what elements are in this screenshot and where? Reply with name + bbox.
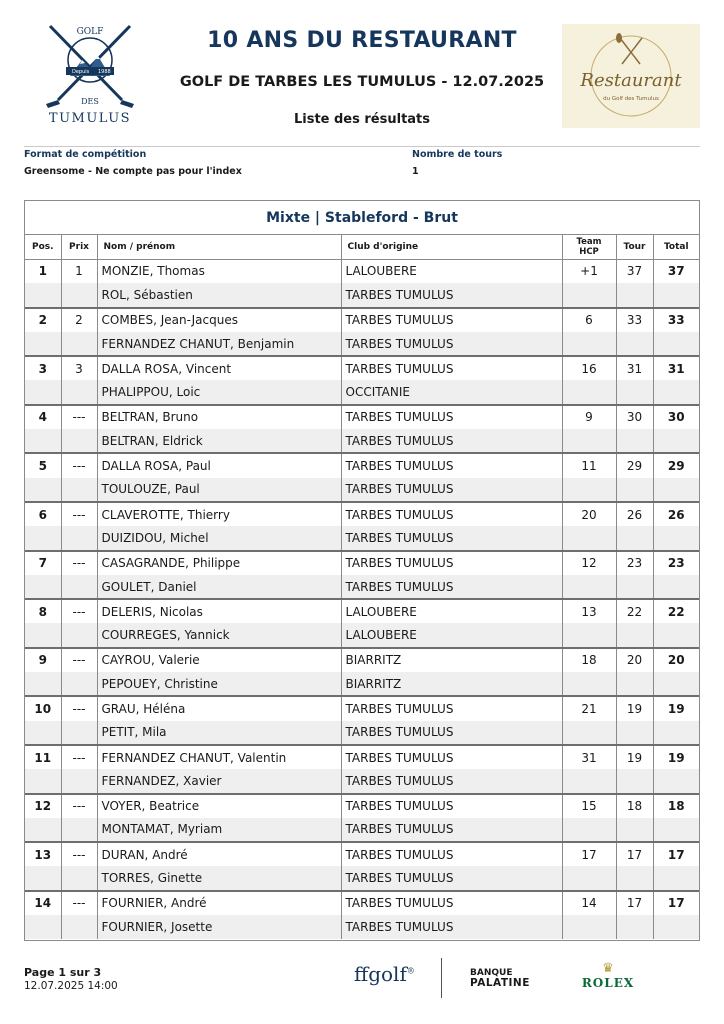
table-row (25, 866, 699, 890)
player-name-cell: FERNANDEZ CHANUT, Valentin (97, 745, 341, 769)
prize-cell (61, 672, 97, 696)
total-score-cell (653, 283, 699, 307)
player-name-cell: PETIT, Mila (97, 721, 341, 745)
prize-cell: --- (61, 794, 97, 818)
total-score-cell (653, 623, 699, 647)
position-cell: 9 (25, 648, 61, 672)
results-category-title: Mixte | Stableford - Brut (25, 201, 699, 235)
team-hcp-cell: 14 (562, 891, 616, 915)
position-cell (25, 526, 61, 550)
prize-cell (61, 478, 97, 502)
total-score-cell (653, 721, 699, 745)
player-name-cell: FERNANDEZ, Xavier (97, 769, 341, 793)
club-cell: TARBES TUMULUS (341, 429, 562, 453)
total-score-cell (653, 818, 699, 842)
position-cell (25, 283, 61, 307)
prize-cell (61, 915, 97, 939)
prize-cell (61, 526, 97, 550)
table-row (25, 526, 699, 550)
club-cell: TARBES TUMULUS (341, 769, 562, 793)
results-table-body (25, 259, 699, 939)
club-cell: TARBES TUMULUS (341, 915, 562, 939)
table-row (25, 696, 699, 720)
player-name-cell: DUIZIDOU, Michel (97, 526, 341, 550)
team-hcp-cell (562, 866, 616, 890)
table-row (25, 502, 699, 526)
tour-score-cell (616, 380, 653, 404)
table-row (25, 380, 699, 404)
tour-score-cell (616, 866, 653, 890)
total-score-cell: 17 (653, 891, 699, 915)
team-hcp-cell: 6 (562, 308, 616, 332)
tour-score-cell (616, 526, 653, 550)
player-name-cell: DELERIS, Nicolas (97, 599, 341, 623)
club-cell: BIARRITZ (341, 672, 562, 696)
team-hcp-cell (562, 380, 616, 404)
table-row (25, 429, 699, 453)
svg-text:du Golf des Tumulus: du Golf des Tumulus (603, 96, 659, 102)
club-cell: TARBES TUMULUS (341, 551, 562, 575)
position-cell: 11 (25, 745, 61, 769)
column-header-nom: Nom / prénom (97, 235, 341, 259)
club-cell: TARBES TUMULUS (341, 478, 562, 502)
position-cell: 6 (25, 502, 61, 526)
player-name-cell: DURAN, André (97, 842, 341, 866)
club-cell: TARBES TUMULUS (341, 356, 562, 380)
prize-cell (61, 429, 97, 453)
position-cell (25, 818, 61, 842)
position-cell: 13 (25, 842, 61, 866)
tour-score-cell: 26 (616, 502, 653, 526)
prize-cell: --- (61, 551, 97, 575)
prize-cell: --- (61, 891, 97, 915)
page-title: 10 ANS DU RESTAURANT (207, 28, 517, 53)
tour-score-cell (616, 429, 653, 453)
club-cell: TARBES TUMULUS (341, 308, 562, 332)
total-score-cell: 30 (653, 405, 699, 429)
prize-cell (61, 623, 97, 647)
club-cell: TARBES TUMULUS (341, 891, 562, 915)
team-hcp-cell (562, 478, 616, 502)
total-score-cell: 19 (653, 696, 699, 720)
club-cell: TARBES TUMULUS (341, 283, 562, 307)
team-hcp-cell: 11 (562, 453, 616, 477)
tour-score-cell: 33 (616, 308, 653, 332)
club-cell: TARBES TUMULUS (341, 575, 562, 599)
table-row (25, 575, 699, 599)
total-score-cell: 33 (653, 308, 699, 332)
svg-text:DES: DES (81, 97, 99, 106)
total-score-cell: 37 (667, 264, 685, 279)
table-row (25, 769, 699, 793)
tour-score-cell (616, 478, 653, 502)
club-cell: LALOUBERE (341, 259, 562, 283)
tour-score-cell: 18 (616, 794, 653, 818)
player-name-cell: MONTAMAT, Myriam (97, 818, 341, 842)
team-hcp-cell (562, 915, 616, 939)
table-row (25, 356, 699, 380)
tour-score-cell: 20 (616, 648, 653, 672)
table-row (25, 648, 699, 672)
player-name-cell: FERNANDEZ CHANUT, Benjamin (97, 332, 341, 356)
prize-cell: 1 (61, 259, 97, 283)
player-name-cell: ROL, Sébastien (97, 283, 341, 307)
player-name-cell: GOULET, Daniel (97, 575, 341, 599)
player-name-cell: PHALIPPOU, Loic (97, 380, 341, 404)
tour-score-cell: 37 (616, 259, 653, 283)
tour-score-cell (616, 769, 653, 793)
tour-score-cell: 17 (616, 891, 653, 915)
column-header-total: Total (653, 235, 699, 259)
club-cell: TARBES TUMULUS (341, 721, 562, 745)
prize-cell: --- (61, 453, 97, 477)
team-hcp-cell: 31 (562, 745, 616, 769)
table-row (25, 891, 699, 915)
column-header-club: Club d'origine (341, 235, 562, 259)
player-name-cell: DALLA ROSA, Vincent (97, 356, 341, 380)
column-header-tour: Tour (616, 235, 653, 259)
prize-cell: --- (61, 405, 97, 429)
table-row (25, 915, 699, 939)
ffgolf-logo-icon: ffgolf® (354, 962, 415, 986)
column-header-pos: Pos. (25, 235, 61, 259)
meta-divider (24, 146, 700, 147)
table-row (25, 259, 699, 283)
club-cell: BIARRITZ (341, 648, 562, 672)
table-row (25, 599, 699, 623)
club-cell: LALOUBERE (341, 623, 562, 647)
svg-text:1988: 1988 (98, 69, 111, 75)
player-name-cell: GRAU, Héléna (97, 696, 341, 720)
table-header-row (25, 235, 699, 259)
club-cell: TARBES TUMULUS (341, 453, 562, 477)
print-datetime: 12.07.2025 14:00 (24, 980, 118, 992)
club-cell: TARBES TUMULUS (341, 745, 562, 769)
prize-cell (61, 283, 97, 307)
player-name-cell: TORRES, Ginette (97, 866, 341, 890)
position-cell (25, 429, 61, 453)
team-hcp-cell: 16 (562, 356, 616, 380)
tours-value: 1 (412, 166, 419, 177)
club-cell: TARBES TUMULUS (341, 842, 562, 866)
player-name-cell: CAYROU, Valerie (97, 648, 341, 672)
player-name-cell: CASAGRANDE, Philippe (97, 551, 341, 575)
team-hcp-cell: +1 (562, 259, 616, 283)
tour-score-cell (616, 721, 653, 745)
svg-text:Depuis: Depuis (72, 69, 90, 75)
tour-score-cell (616, 818, 653, 842)
total-score-cell (653, 478, 699, 502)
total-score-cell (653, 769, 699, 793)
prize-cell (61, 332, 97, 356)
team-hcp-cell: 9 (562, 405, 616, 429)
prize-cell (61, 380, 97, 404)
table-row (25, 478, 699, 502)
team-hcp-cell (562, 818, 616, 842)
tour-score-cell (616, 623, 653, 647)
position-cell (25, 332, 61, 356)
position-cell: 4 (25, 405, 61, 429)
column-header-team-hcp: Team HCP (562, 235, 616, 259)
club-cell: LALOUBERE (341, 599, 562, 623)
club-cell: TARBES TUMULUS (341, 866, 562, 890)
table-row (25, 818, 699, 842)
prize-cell: --- (61, 745, 97, 769)
position-cell: 10 (25, 696, 61, 720)
position-cell: 7 (25, 551, 61, 575)
total-score-cell: 19 (653, 745, 699, 769)
total-score-cell (653, 672, 699, 696)
club-cell: TARBES TUMULUS (341, 502, 562, 526)
player-name-cell: PEPOUEY, Christine (97, 672, 341, 696)
table-row (25, 551, 699, 575)
format-value: Greensome - Ne compte pas pour l'index (24, 166, 242, 177)
column-header-prix: Prix (61, 235, 97, 259)
team-hcp-cell: 21 (562, 696, 616, 720)
player-name-cell: COMBES, Jean-Jacques (97, 308, 341, 332)
prize-cell: --- (61, 502, 97, 526)
position-cell (25, 915, 61, 939)
svg-text:GOLF: GOLF (76, 27, 104, 37)
prize-cell: --- (61, 648, 97, 672)
player-name-cell: VOYER, Beatrice (97, 794, 341, 818)
tour-score-cell (616, 575, 653, 599)
tour-score-cell: 22 (616, 599, 653, 623)
tour-score-cell (616, 283, 653, 307)
tours-label: Nombre de tours (412, 149, 503, 160)
total-score-cell (653, 575, 699, 599)
total-score-cell (653, 526, 699, 550)
prize-cell: --- (61, 696, 97, 720)
position-cell: 1 (25, 259, 61, 283)
page-number: Page 1 sur 3 (24, 966, 102, 979)
prize-cell (61, 721, 97, 745)
total-score-cell (653, 380, 699, 404)
player-name-cell: COURREGES, Yannick (97, 623, 341, 647)
player-name-cell: DALLA ROSA, Paul (97, 453, 341, 477)
tour-score-cell: 19 (616, 696, 653, 720)
tour-score-cell (616, 332, 653, 356)
team-hcp-cell (562, 283, 616, 307)
player-name-cell: CLAVEROTTE, Thierry (97, 502, 341, 526)
position-cell (25, 769, 61, 793)
page-header (0, 0, 724, 140)
team-hcp-cell (562, 575, 616, 599)
prize-cell (61, 575, 97, 599)
position-cell: 12 (25, 794, 61, 818)
table-row (25, 745, 699, 769)
golf-club-logo-icon (36, 20, 144, 130)
position-cell (25, 380, 61, 404)
team-hcp-cell (562, 429, 616, 453)
position-cell (25, 575, 61, 599)
event-subtitle: GOLF DE TARBES LES TUMULUS - 12.07.2025 (179, 74, 545, 90)
results-table-panel (24, 200, 700, 941)
table-row (25, 332, 699, 356)
position-cell (25, 623, 61, 647)
player-name-cell: MONZIE, Thomas (97, 259, 341, 283)
table-row (25, 308, 699, 332)
team-hcp-cell: 17 (562, 842, 616, 866)
team-hcp-cell (562, 526, 616, 550)
team-hcp-cell: 20 (562, 502, 616, 526)
club-cell: TARBES TUMULUS (341, 696, 562, 720)
prize-cell: --- (61, 599, 97, 623)
table-row (25, 672, 699, 696)
prize-cell (61, 769, 97, 793)
total-score-cell: 20 (653, 648, 699, 672)
team-hcp-cell (562, 769, 616, 793)
sponsor-divider (441, 958, 442, 998)
prize-cell (61, 818, 97, 842)
total-score-cell (653, 866, 699, 890)
team-hcp-cell: 13 (562, 599, 616, 623)
position-cell (25, 478, 61, 502)
player-name-cell: BELTRAN, Bruno (97, 405, 341, 429)
position-cell: 8 (25, 599, 61, 623)
prize-cell: --- (61, 842, 97, 866)
team-hcp-cell: 15 (562, 794, 616, 818)
position-cell (25, 721, 61, 745)
tour-score-cell: 30 (616, 405, 653, 429)
total-score-cell: 17 (653, 842, 699, 866)
player-name-cell: BELTRAN, Eldrick (97, 429, 341, 453)
tour-score-cell: 29 (616, 453, 653, 477)
club-cell: TARBES TUMULUS (341, 332, 562, 356)
position-cell: 14 (25, 891, 61, 915)
total-score-cell: 29 (653, 453, 699, 477)
rolex-logo: ♛ ROLEX (581, 961, 635, 990)
tour-score-cell (616, 915, 653, 939)
club-cell: TARBES TUMULUS (341, 405, 562, 429)
total-score-cell (653, 915, 699, 939)
total-score-cell: 22 (653, 599, 699, 623)
player-name-cell: FOURNIER, Josette (97, 915, 341, 939)
club-cell: TARBES TUMULUS (341, 526, 562, 550)
svg-text:Restaurant: Restaurant (580, 70, 682, 91)
table-row (25, 405, 699, 429)
team-hcp-cell (562, 332, 616, 356)
total-score-cell: 23 (653, 551, 699, 575)
table-row (25, 453, 699, 477)
rolex-crown-icon: ♛ (602, 961, 614, 976)
prize-cell (61, 866, 97, 890)
tour-score-cell: 19 (616, 745, 653, 769)
position-cell (25, 866, 61, 890)
banque-palatine-logo-icon: BANQUE PALATINE (470, 968, 530, 989)
table-row (25, 794, 699, 818)
position-cell (25, 672, 61, 696)
tour-score-cell: 23 (616, 551, 653, 575)
tour-score-cell: 31 (616, 356, 653, 380)
format-label: Format de compétition (24, 149, 147, 160)
player-name-cell: FOURNIER, André (97, 891, 341, 915)
team-hcp-cell (562, 672, 616, 696)
position-cell: 2 (25, 308, 61, 332)
total-score-cell (653, 332, 699, 356)
total-score-cell: 18 (653, 794, 699, 818)
team-hcp-cell: 18 (562, 648, 616, 672)
table-row (25, 623, 699, 647)
total-score-cell: 26 (653, 502, 699, 526)
club-cell: TARBES TUMULUS (341, 794, 562, 818)
club-cell: TARBES TUMULUS (341, 818, 562, 842)
table-row (25, 283, 699, 307)
player-name-cell: TOULOUZE, Paul (97, 478, 341, 502)
prize-cell: 2 (61, 308, 97, 332)
team-hcp-cell (562, 721, 616, 745)
team-hcp-cell: 12 (562, 551, 616, 575)
club-cell: OCCITANIE (341, 380, 562, 404)
restaurant-logo-icon (562, 24, 700, 128)
table-row (25, 721, 699, 745)
tour-score-cell (616, 672, 653, 696)
tour-score-cell: 17 (616, 842, 653, 866)
team-hcp-cell (562, 623, 616, 647)
position-cell: 3 (25, 356, 61, 380)
total-score-cell: 31 (653, 356, 699, 380)
results-table (25, 235, 699, 939)
document-title: Liste des résultats (293, 112, 431, 127)
svg-text:TUMULUS: TUMULUS (48, 111, 132, 126)
prize-cell: 3 (61, 356, 97, 380)
position-cell: 5 (25, 453, 61, 477)
total-score-cell (653, 429, 699, 453)
table-row (25, 842, 699, 866)
